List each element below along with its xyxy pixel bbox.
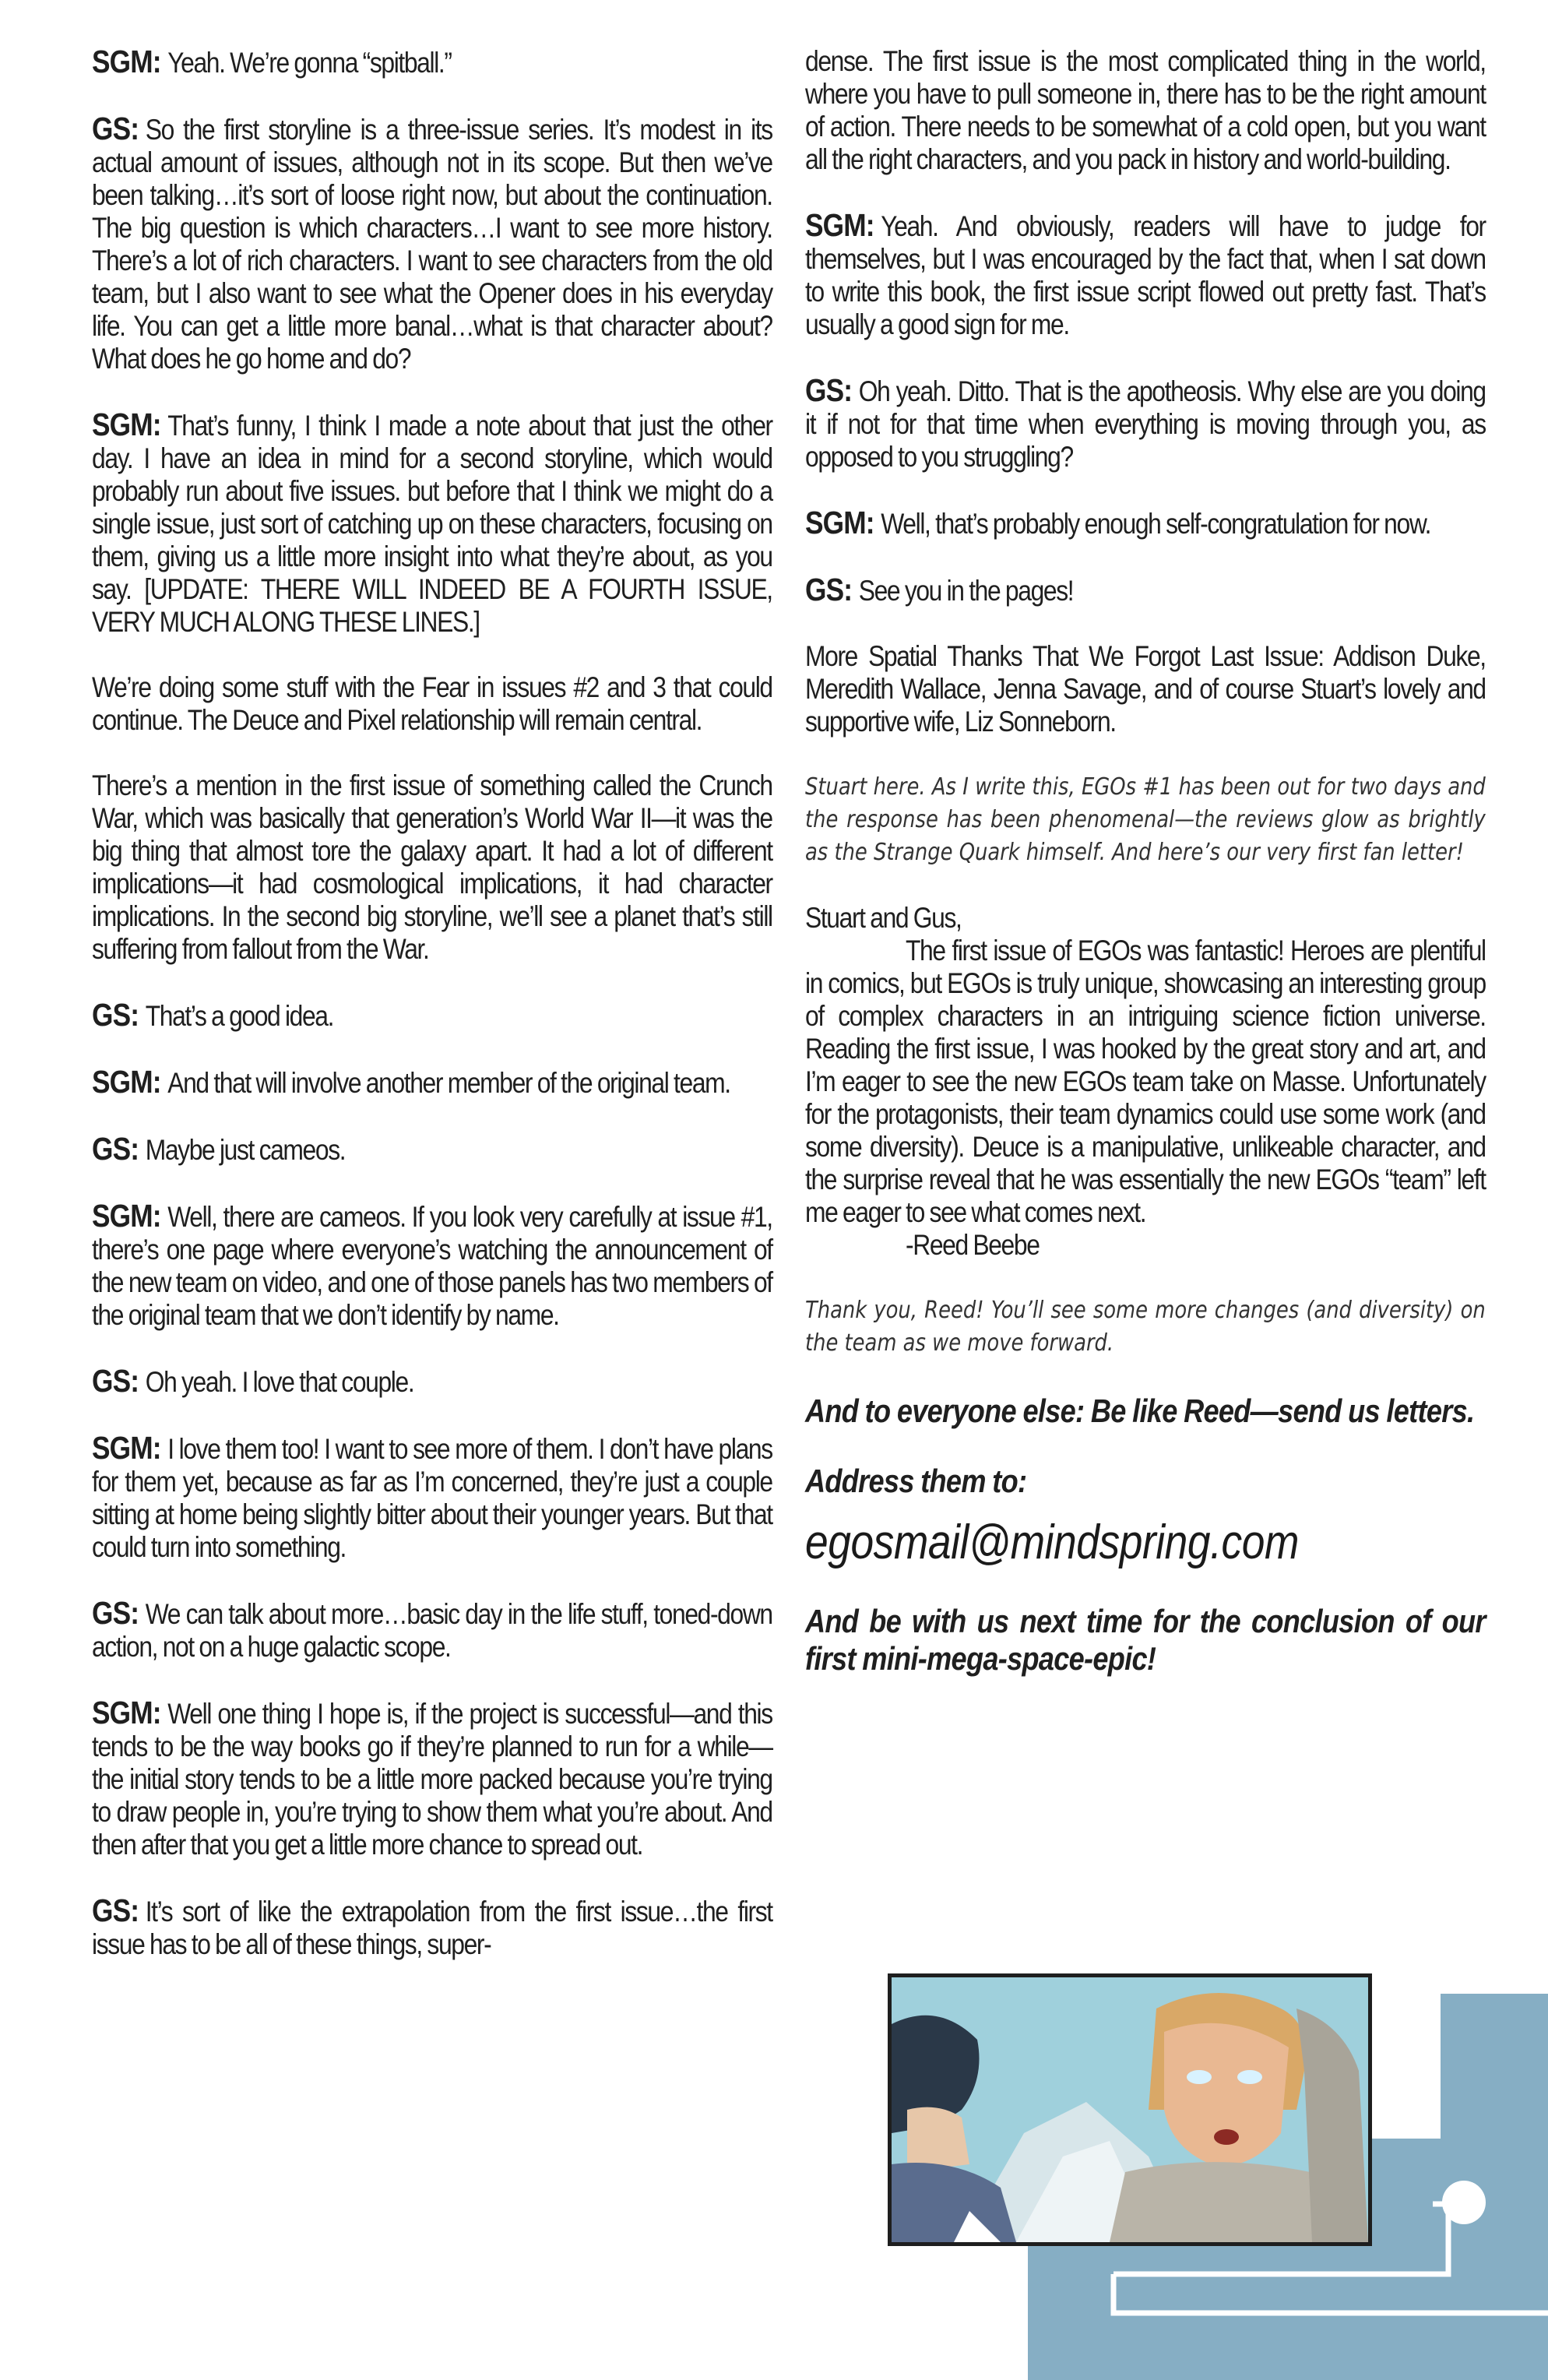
email-address[interactable]: egosmail@mindspring.com — [805, 1516, 1299, 1569]
letter-signature: -Reed Beebe — [906, 1229, 1040, 1261]
speaker-label: GS: — [805, 572, 853, 607]
dialog-text: Maybe just cameos. — [145, 1134, 346, 1166]
speaker-label: GS: — [92, 1595, 139, 1631]
speaker-label: GS: — [92, 1131, 139, 1167]
left-paragraph — [92, 769, 772, 966]
dialog-text: Well one thing I hope is, if the project is successful—and this tends to be the way books go if they’re planned to run for a while—the initial story tends to be a little more packed because you’re trying to draw people in, you’re trying to show them what you’re about. And then after that you get a little more chance to spread out. — [92, 1698, 772, 1861]
dialog-text: Yeah. We’re gonna “spitball.” — [167, 47, 452, 79]
promo-next-time: And be with us next time for the conclusion of our first mini-mega-space-epic! — [805, 1603, 1486, 1677]
right-dialog — [805, 45, 1486, 738]
dialog-text: We can talk about more…basic day in the life stuff, toned-down action, not on a huge galactic scope. — [92, 1598, 772, 1663]
dialog-text: Well, there are cameos. If you look very carefully at issue #1, there’s one page where everyone’s watching the announcement of the new team on video, and one of those panels has two members of the original team that we don’t identify by name. — [92, 1201, 772, 1331]
left-paragraph — [92, 1597, 772, 1664]
left-paragraph — [92, 1065, 772, 1100]
dialog-text: dense. The first issue is the most complicated thing in the world, where you have to pull someone in, there has to be the right amount of action. There needs to be somewhat of a cold open, but you want all the right characters, and you pack in history and world-building. — [805, 45, 1486, 175]
editor-note: Stuart here. As I write this, EGOs #1 has been out for two days and the response has been phenomenal—the reviews glow as brightly as the Strange Quark himself. And here’s our very first fan letter! — [805, 773, 1486, 866]
dialog-text: So the first storyline is a three-issue series. It’s modest in its actual amount of issues, although not in its scope. But then we’ve been talking…it’s sort of loose right now, but about the continuation. The big question is which characters…I want to see more history. There’s a lot of rich characters. I want to see characters from the old team, but I also want to see what the Opener does in his everyday life. You can get a little more banal…what is that character about? What does he go home and do? — [92, 114, 772, 375]
dialog-text: More Spatial Thanks That We Forgot Last Issue: Addison Duke, Meredith Wallace, Jenna Savage, and of course Stuart’s lovely and supportive wife, Liz Sonneborn. — [805, 640, 1486, 738]
dialog-text: Well, that’s probably enough self-congratulation for now. — [881, 508, 1431, 540]
left-column — [92, 45, 772, 1994]
left-paragraph — [92, 1431, 772, 1564]
right-paragraph — [805, 640, 1486, 738]
speaker-label: GS: — [92, 111, 139, 146]
dialog-text: There’s a mention in the first issue of something called the Crunch War, which was basically that generation’s World War II—it was the big thing that almost tore the galaxy apart. It had a lot of different implications—it had cosmological implications, it had character implications. In the second big storyline, we’ll see a planet that’s still suffering from fallout from the War. — [92, 769, 772, 965]
right-paragraph — [805, 45, 1486, 176]
right-paragraph — [805, 374, 1486, 474]
speaker-label: GS: — [92, 1363, 139, 1399]
left-paragraph — [92, 1132, 772, 1167]
dialog-text: We’re doing some stuff with the Fear in issues #2 and 3 that could continue. The Deuce and Pixel relationship will remain central. — [92, 671, 772, 736]
dialog-text: And that will involve another member of the original team. — [167, 1067, 730, 1099]
left-paragraph — [92, 408, 772, 639]
speaker-label: SGM: — [92, 1198, 161, 1234]
right-column — [805, 45, 1486, 1710]
right-paragraph — [805, 209, 1486, 341]
speaker-label: SGM: — [805, 207, 874, 243]
left-paragraph — [92, 45, 772, 79]
dialog-text: That’s a good idea. — [145, 1000, 334, 1032]
left-paragraph — [92, 671, 772, 737]
speaker-label: SGM: — [805, 505, 874, 540]
speaker-label: SGM: — [92, 1430, 161, 1466]
dialog-text: Oh yeah. Ditto. That is the apotheosis. Why else are you doing it if not for that time when everything is moving through you, as opposed to you struggling? — [805, 375, 1486, 473]
dialog-text: See you in the pages! — [858, 575, 1074, 607]
circuit-node — [1442, 2181, 1486, 2224]
speaker-label: GS: — [92, 997, 139, 1033]
comic-panel — [888, 1973, 1372, 2246]
speaker-label: SGM: — [92, 407, 161, 442]
editor-reply: Thank you, Reed! You’ll see some more changes (and diversity) on the team as we move forward. — [805, 1297, 1486, 1357]
letter-salutation: Stuart and Gus, — [805, 902, 962, 934]
left-paragraph — [92, 1696, 772, 1861]
right-paragraph — [805, 506, 1486, 540]
speaker-label: GS: — [805, 372, 853, 408]
letter-body: The first issue of EGOs was fantastic! Heroes are plentiful in comics, but EGOs is truly unique, showcasing an interesting group of complex characters in an intriguing science fiction universe. Reading the first issue, I was hooked by the great story and art, and I’m eager to see the new EGOs team take on Masse. Unfortunately for the protagonists, their team dynamics could use some work (and some diversity). Deuce is a manipulative, unlikeable character, and the surprise reveal that he was essentially the new EGOs “team” left me eager to see what comes next. — [805, 935, 1486, 1228]
promo-address-label: Address them to: — [805, 1463, 1027, 1499]
left-paragraph — [92, 1199, 772, 1332]
left-paragraph — [92, 112, 772, 375]
speaker-label: SGM: — [92, 44, 161, 79]
dialog-text: That’s funny, I think I made a note about that just the other day. I have an idea in mind for a second storyline, which would probably run about five issues. but before that I think we might do a single issue, just sort of catching up on these characters, focusing on them, giving us a little more insight into what they’re about, as you say. [UPDATE: THERE WILL INDEED BE A FOURTH ISSUE, VERY MUCH ALONG THESE LINES.] — [92, 410, 772, 638]
left-paragraph — [92, 998, 772, 1033]
speaker-label: GS: — [92, 1892, 139, 1928]
speaker-label: SGM: — [92, 1695, 161, 1730]
dialog-text: Oh yeah. I love that couple. — [145, 1366, 414, 1398]
dialog-text: Yeah. And obviously, readers will have to judge for themselves, but I was encouraged by the fact that, when I sat down to write this book, the first issue script flowed out pretty fast. That’s usually a good sign for me. — [805, 210, 1486, 340]
dialog-text: It’s sort of like the extrapolation from the first issue…the first issue has to be all of these things, super- — [92, 1896, 772, 1960]
dialog-text: I love them too! I want to see more of them. I don’t have plans for them yet, because as far as I’m concerned, they’re just a couple sitting at home being slightly bitter about their younger years. But that could turn into something. — [92, 1433, 772, 1563]
left-paragraph — [92, 1364, 772, 1399]
speaker-label: SGM: — [92, 1064, 161, 1100]
right-paragraph — [805, 573, 1486, 607]
comic-panel-art — [892, 1977, 1368, 2242]
left-paragraph — [92, 1894, 772, 1961]
promo-send-letters: And to everyone else: Be like Reed—send us letters. — [805, 1392, 1475, 1429]
